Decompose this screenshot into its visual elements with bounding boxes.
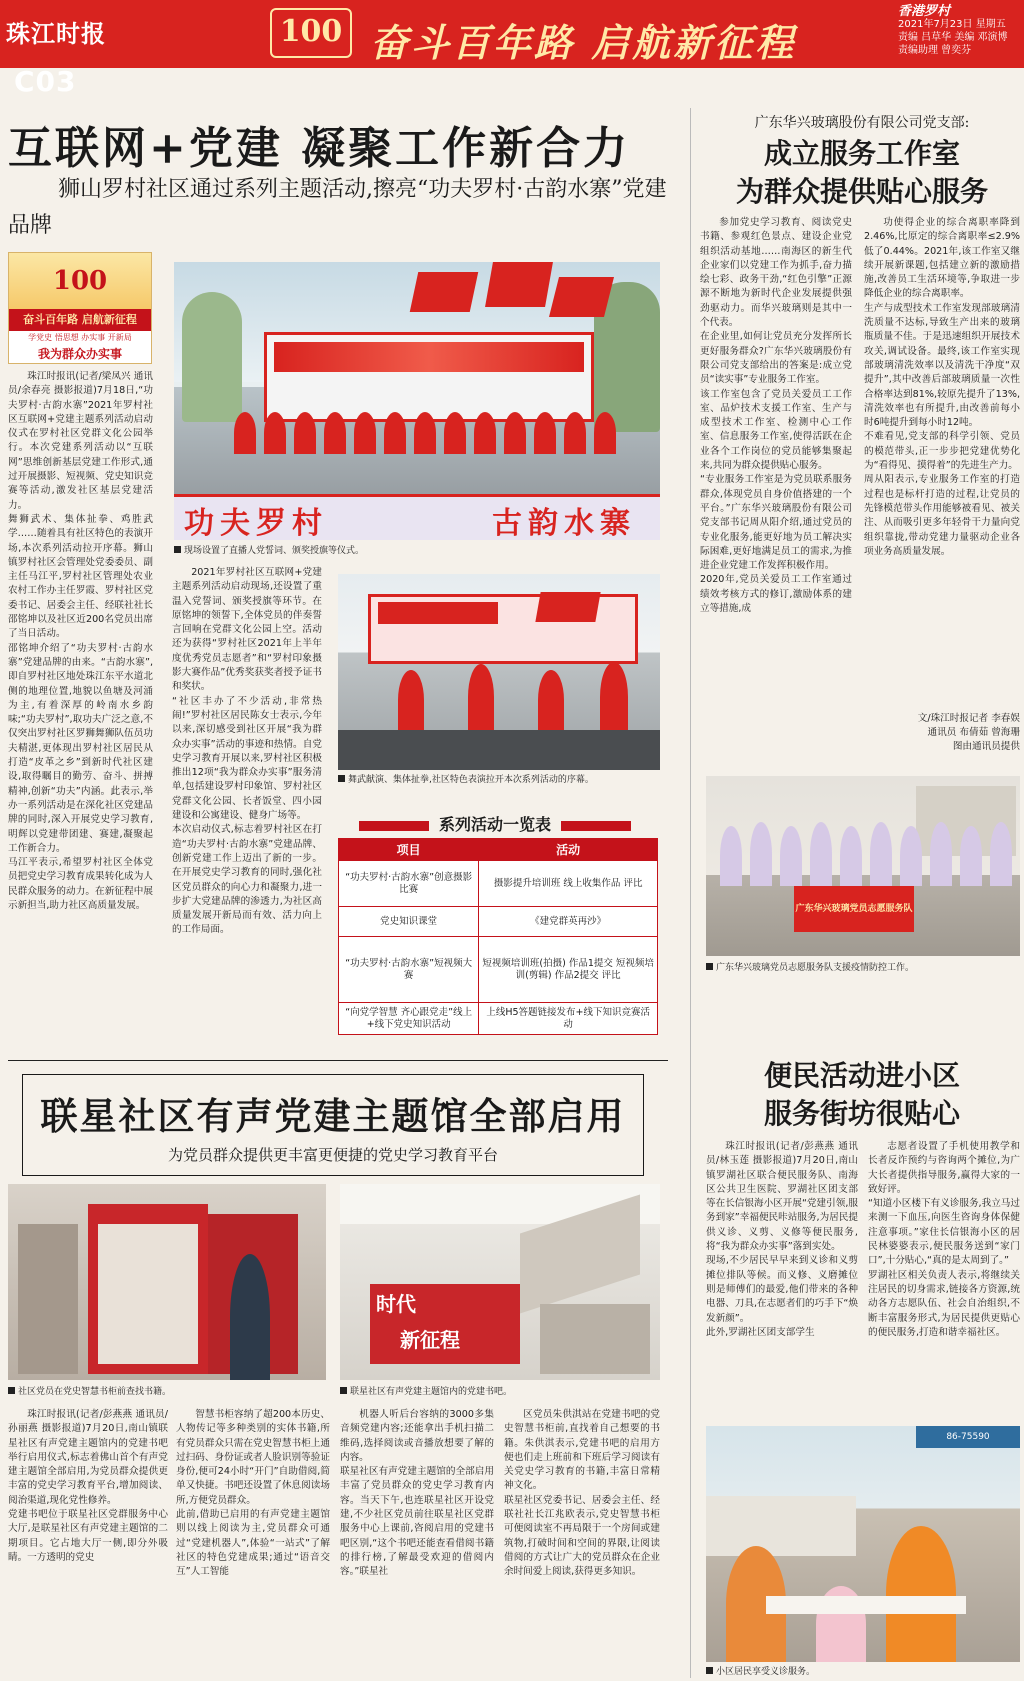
article3-column-2: 智慧书柜容纳了超200本历史、人物传记等多种类别的实体书籍,所有党员群众只需在党史智慧书柜上通过扫码、身份证或者人脸识别等验证身份,便可24小时“开门”自助借阅,简单又快捷。书吧还设置了休息阅读场所,方便党员群众。 此前,借助已启用的有声党建主题馆则以线上阅读为主,党员群众可通过“党建机器人”,体验“一站式”了解社区的特色党建成果;通过“语音交互”人工智能 xyxy=(176,1409,330,1578)
article2-org: 广东华兴玻璃股份有限公司党支部: xyxy=(754,115,970,131)
table-cell-item: 党史知识课堂 xyxy=(339,907,479,937)
table-cell-activity: 摄影提升培训班 线上收集作品 评比 xyxy=(479,861,658,907)
byline-photo: 图由通讯员提供 xyxy=(952,741,1020,752)
article3-caption-2-text: 联星社区有声党建主题馆内的党建书吧。 xyxy=(350,1387,513,1397)
table-header-item: 项目 xyxy=(339,839,479,861)
title-bar-left xyxy=(359,821,429,831)
table-row xyxy=(339,861,658,907)
article4-title-line-2: 服务街坊很贴心 xyxy=(763,1097,960,1130)
photo2-caption-text: 舞武献演、集体扯拳,社区特色表演拉开本次系列活动的序幕。 xyxy=(348,775,594,785)
article2-caption-text: 广东华兴玻璃党员志愿服务队支援疫情防控工作。 xyxy=(716,963,915,973)
article2-byline xyxy=(864,712,1020,754)
table-cell-activity: 《建党群英再沙》 xyxy=(479,907,658,937)
article3-title: 联星社区有声党建主题馆全部启用 xyxy=(40,1094,626,1138)
editor-line-2: 责编助理 曾奕芬 xyxy=(898,45,972,56)
hall-sign-line-1: 时代 xyxy=(376,1292,416,1316)
masthead-slogan: 奋斗百年路 启航新征程 xyxy=(370,20,797,65)
article4-photo xyxy=(706,1426,1020,1662)
activity-table-title xyxy=(330,812,660,835)
table-cell-activity: 短视频培训班(拍摄) 作品1提交 短视频培训(剪辑) 作品2提交 评比 xyxy=(479,937,658,1003)
badge-slogan: 奋斗百年路 启航新征程 xyxy=(9,309,151,331)
centenary-logo: 100 xyxy=(270,8,352,58)
photo1-caption-text: 现场设置了直播人党誓词、颁奖授旗等仪式。 xyxy=(184,546,365,556)
table-cell-item: “功夫罗村·古韵水寨”短视频大赛 xyxy=(339,937,479,1003)
table-row xyxy=(339,937,658,1003)
article4-title-line-1: 便民活动进小区 xyxy=(763,1059,960,1092)
table-cell-item: “功夫罗村·古韵水寨”创意摄影比赛 xyxy=(339,861,479,907)
badge-logo: 100 xyxy=(9,253,151,309)
article1-photo-1 xyxy=(174,262,660,540)
page-number: C03 xyxy=(14,65,77,98)
article2-photo xyxy=(706,776,1020,956)
centenary-badge xyxy=(8,252,152,364)
article1-photo-1-caption xyxy=(174,545,660,557)
article3-photo-2 xyxy=(340,1184,660,1380)
table-header-activity: 活动 xyxy=(479,839,658,861)
table-cell-activity: 上线H5答题链接发布+线下知识竞赛活动 xyxy=(479,1003,658,1035)
article1-photo-2 xyxy=(338,574,660,770)
article3-column-3: 机器人听后台容纳的3000多集音频党建内容;还能拿出手机扫描二维码,选择阅读或音播放想要了解的内容。 联星社区有声党建主题馆的全部启用丰富了党员群众的党史学习教育内容。当天下午,也连联星社区开设党建,不少社区党员前往联星社区党群服务中心上课前,咨阅启用的党建书吧区别,“这个书吧还能查看借阅书籍的排行榜,了解最受欢迎的借阅内容。”联星社 xyxy=(340,1409,494,1578)
article3-photo-1-caption xyxy=(8,1386,326,1398)
article1-column-1: 珠江时报讯(记者/梁凤兴 通讯员/余春亮 摄影报道)7月18日,“功夫罗村·古韵水寨”2021年罗村社区互联网+党建主题系列活动启动仪式在罗村社区党群文化公园举行。本次党建系列活动以“互联网”思维创新基层党建工作形式,通过开展摄影、短视频、党史知识竞赛等活动,激发社区基层党建活力。 舞狮武术、集体扯拳、鸡胜武学……随着具有社区特色的表演开场,本次系列活动拉开序幕。狮山镇罗村社区会管理处党委委员、副主任马江平,罗村社区管理处农业农村工作办主任罗霞、罗村社区党委书记、居委会主任、经联社社长邵铭坤以及社区近200名党员出席了当日活动。 邵铭坤介绍了“功夫罗村·古韵水寨”党建品牌的由来。“古韵水寨”,即自罗村社区地处珠江东平水道北侧的地理位置,地貌以鱼塘及河涌为主,有着深厚的岭南水乡韵味;“功夫罗村”,取功夫广泛之意,不仅突出罗村社区罗狮舞狮队伍员功夫精湛,更体现出罗村社区居民从打造“皮革之乡”到新时代社区建设,取得瞩目的勤劳、奋斗、拼搏精神,创新“功夫”内涵。此表示,举办一系列活动是在深化社区党建品牌的同时,深入开展党史学习教育,明辉以党建带团建、赛建,凝聚起工作新合力。 马江平表示,希望罗村社区全体党员把党史学习教育成果转化成为人民群众服务的动力。在新征程中展示新担当,助力社区高质量发展。 xyxy=(8,371,153,911)
article2-column-1: 参加党史学习教育、阅读党史书籍、参观红色景点、建设企业党组织活动基地……南海区的新生代企业家们以党建工作为抓手,奋力描绘七彩、政务干劲,“红色引擎”正源源不断地为新时代企业发展提供强劲驱动力。而华兴玻璃则是其中一个代表。 在企业里,如何让党员充分发挥所长更好服务群众?广东华兴玻璃股份有限公司党支部给出的答案是:成立党员“读实事”专业服务工作室。 该工作室包含了党员关爱员工工作室、品炉技术支援工作室、生产与成型技术工作室、检测中心工作室、信息服务工作室,使得活跃在企业各个工作岗位的党员能够集聚起来,共同为群众提供贴心服务。 “专业服务工作室是为党员联系服务群众,体现党员自身价值搭建的一个平台。”广东华兴玻璃股份有限公司党支部书记周从阳介绍,通过党员的专业化服务,能更好地为员工解决实际困难,更好地满足员工的需求,为推进企业党建工作发挥积极作用。 2020年,党员关爱员工工作室通过绩效考核方式的修订,激励体系的建立等措施,成 xyxy=(700,217,852,615)
article3-caption-1-text: 社区党员在党史智慧书柜前查找书籍。 xyxy=(18,1387,172,1397)
table-row xyxy=(339,907,658,937)
paper-name xyxy=(6,10,176,98)
caption-marker xyxy=(706,1667,713,1674)
sign-number: 86-75590 xyxy=(916,1426,1020,1448)
hall-sign-line-2: 新征程 xyxy=(400,1328,460,1352)
issue-date: 2021年7月23日 星期五 xyxy=(898,19,1006,30)
article1-title: 互联网+党建 凝聚工作新合力 xyxy=(8,123,631,174)
article4-column-1: 珠江时报讯(记者/彭燕燕 通讯员/林玉莲 摄影报道)7月20日,南山镇罗湖社区联合便民服务队、南海区公共卫生医院、罗湖社区团支部等在长信银海小区开展“党建引领,服务到家”幸福便民咔站服务,为居民提供义诊、义剪、义修等便民服务,将“我为群众办实事”落到实处。 现场,不少居民早早来到义诊和义剪摊位排队等候。而义修、义磨摊位则是师傅们的最爱,他们带来的各种电器、刀具,在志愿者们的巧手下“焕发新颜”。 此外,罗湖社区团支部学生 xyxy=(706,1141,858,1338)
article2-photo-caption xyxy=(706,962,1020,974)
caption-marker xyxy=(8,1387,15,1394)
article2-title-line-1: 成立服务工作室 xyxy=(763,137,960,170)
article1-subtitle: 狮山罗村社区通过系列主题活动,擦亮“功夫罗村·古韵水寨”党建品牌 xyxy=(8,177,667,238)
caption-marker xyxy=(340,1387,347,1394)
byline-correspondent: 通讯员 布倩茹 曾海珊 xyxy=(927,727,1020,738)
article3-column-1: 珠江时报讯(记者/彭燕燕 通讯员/孙丽燕 摄影报道)7月20日,南山镇联星社区有声党建主题馆内的党建书吧举行启用仪式,标志着佛山首个有声党建主题馆全部启用,为党员群众提供更丰富的党史学习教育平台,增加阅读、阅治渠道,现化党性修养。 党建书吧位于联星社区党群服务中心大厅,是联星社区有声党建主题馆的二期项目。它占地大厅一侧,即分外吸睛。一方透明的党史 xyxy=(8,1409,168,1563)
column-divider xyxy=(690,108,691,1678)
caption-marker xyxy=(174,546,181,553)
article4-caption-text: 小区居民享受义诊服务。 xyxy=(716,1667,816,1677)
article3-subtitle: 为党员群众提供更丰富更便捷的党史学习教育平台 xyxy=(167,1146,498,1164)
article4-photo-caption xyxy=(706,1666,1020,1678)
article1-photo-2-caption xyxy=(338,774,660,786)
article2-column-2: 功使得企业的综合离职率降到2.46%,比原定的综合离职率≤2.9%低了0.44%。2021年,该工作室又继续开展新课题,包括建立新的激励措施,改善员工生活环境等,争取进一步降低企业的综合离职率。 生产与成型技术工作室发现部玻璃清洗质量不达标,导致生产出来的玻璃瓶质量不佳。于是迅速组织开展技术攻关,调试设备。最终,该工作室实现部玻璃清洗效率以及清洗干净度“双提升”,其中改善后部玻璃质量一次性合格率达到81%,较原先提升了13%,清洗效率也有所提升,由改善前每小时6吨提升到每小时12吨。 不难看见,党支部的科学引领、党员的模范带头,正一步步把党建优势化为“看得见、摸得着”的先进生产力。 周从阳表示,专业服务工作室的打造过程也是标杆打造的过程,让党员的先锋模范带头作用能够被看见、被关注、从而吸引更多年轻骨干力量向党组织靠拢,带动党建力量驱动企业各项业务高质量发展。 xyxy=(864,217,1020,557)
column-name: 香港罗村 xyxy=(898,4,951,19)
volunteer-banner: 广东华兴玻璃党员志愿服务队 xyxy=(794,886,914,932)
section-divider xyxy=(8,1060,668,1061)
caption-marker xyxy=(338,775,345,782)
article3-photo-2-caption xyxy=(340,1386,660,1398)
activity-table xyxy=(338,838,658,1035)
article2-title-line-2: 为群众提供贴心服务 xyxy=(735,175,988,208)
byline-reporter: 文/珠江时报记者 李春娱 xyxy=(917,713,1020,724)
editor-line-1: 责编 吕草华 美编 邓演博 xyxy=(898,32,1008,43)
paper-title: 珠江时报 xyxy=(6,20,106,48)
badge-caption: 我为群众办实事 xyxy=(37,347,122,361)
masthead-info xyxy=(898,5,1022,57)
article4-column-2: 志愿者设置了手机使用教学和长者反诈预约与咨询两个摊位,为广大长者提供指导服务,赢得大家的一致好评。 “知道小区楼下有义诊服务,我立马过来测一下血压,向医生咨询身体保健注意事项。”家住长信银海小区的居民林婆婆表示,便民服务送到“家门口”,十分贴心,“真的是太周到了。” 罗湖社区相关负责人表示,将继续关注居民的切身需求,链接各方资源,统动各方志愿队伍、社会自治组织,不断丰富服务形式,为居民提供更贴心的便民服务,打造和谐幸福社区。 xyxy=(868,1141,1020,1338)
table-header-row xyxy=(339,839,658,861)
caption-marker xyxy=(706,963,713,970)
article1-column-2: 2021年罗村社区互联网+党建主题系列活动启动现场,还设置了重温入党誓词、颁奖授旗等环节。在原铭坤的领誓下,全体党员的伴奏誓言回响在党群文化公园上空。活动还为获得“罗村社区2021年上半年度优秀党员志愿者”和“罗村印象摄影大赛作品”优秀奖获奖者授予证书和奖状。 “社区丰办了不少活动,非常热闹!”罗村社区居民陈女士表示,今年以来,深切感受到社区开展“我为群众办实事”活动的事迹和热情。自党史学习教育开展以来,罗村社区积极推出12项“我为群众办实事”服务清单,包括建设罗村印象馆、罗村社区党群文化公园、长者饭堂、四小园建设和公寓建设、健身广场等。 本次启动仪式,标志着罗村社区在打造“功夫罗村·古韵水寨”党建品牌、创新党建工作上迈出了新的一步。在开展党史学习教育的同时,强化社区党员群众的向心力和凝聚力,进一步扩大党建品牌的渗透力,为社区高质量发展开新局而有效、活力向上的工作局面。 xyxy=(172,567,322,936)
table-row xyxy=(339,1003,658,1035)
photo1-banner-left: 功夫罗村 xyxy=(184,506,328,540)
table-title-text: 系列活动一览表 xyxy=(438,815,551,834)
badge-tags: 学党史 悟思想 办实事 开新局 xyxy=(28,333,132,342)
table-cell-item: “向党学智慧 齐心跟党走”线上+线下党史知识活动 xyxy=(339,1003,479,1035)
photo1-banner-right: 古韵水寨 xyxy=(492,506,636,540)
title-bar-right xyxy=(561,821,631,831)
article3-photo-1 xyxy=(8,1184,326,1380)
article3-column-4: 区党员朱供淇站在党建书吧的党史智慧书柜前,直找着自己想要的书籍。朱供淇表示,党建书吧的启用方便也们走上班前和下班后学习阅读有关党史学习教育的书籍,丰富日常精神文化。 联星社区党委书记、居委会主任、经联社社长江兆欧表示,党史智慧书柜可便阅读室不再局限于一个房间或建筑物,打破时间和空间的界限,让阅读借阅的方式让广大的党员群众在企业余时间爱上阅读,获得更多知识。 xyxy=(504,1409,660,1578)
